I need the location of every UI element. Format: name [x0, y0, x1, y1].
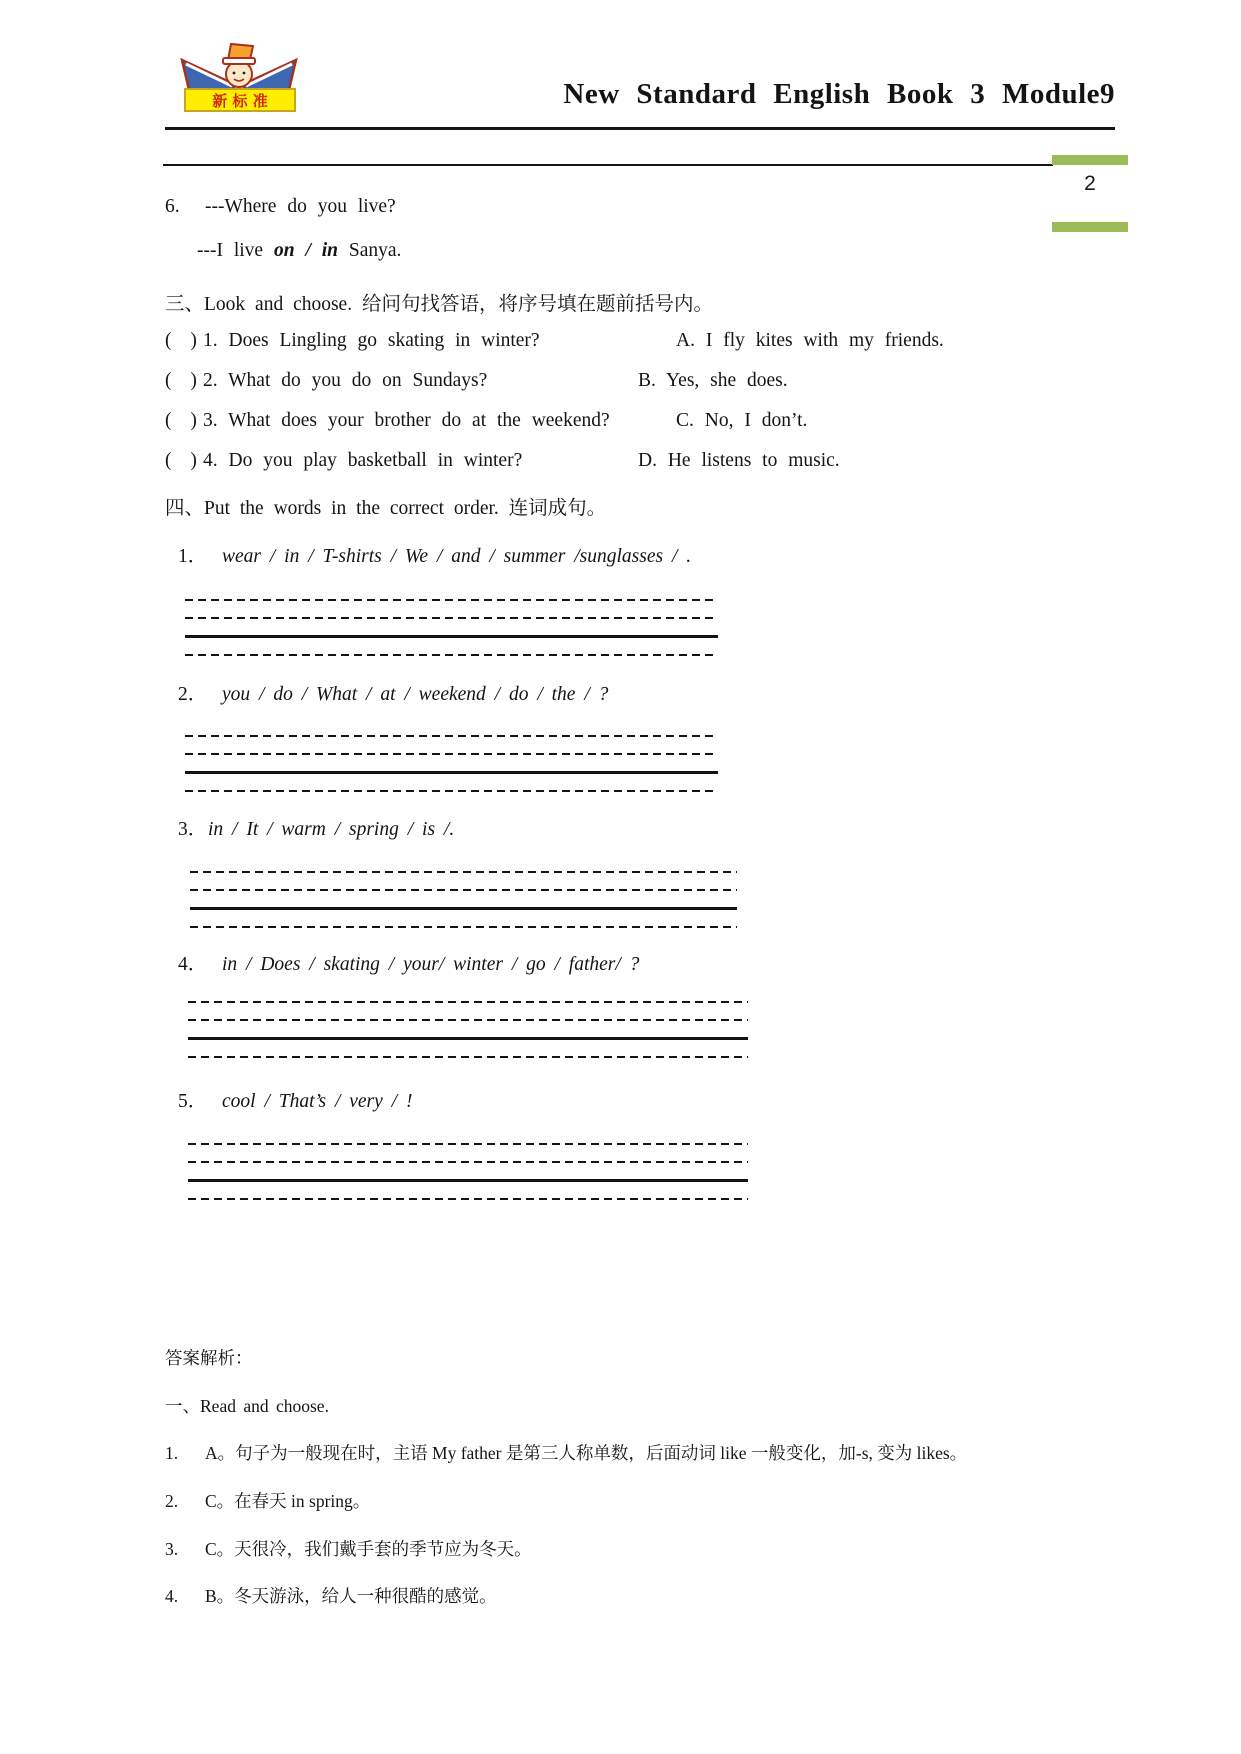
question-6-line1 [165, 196, 1125, 218]
writing-line-solid[interactable] [190, 907, 737, 910]
match-row-3 [165, 410, 1175, 436]
answer-bracket[interactable]: ( ) [165, 330, 201, 351]
section4-heading: 四、Put the words in the correct order. 连词成句。 [165, 498, 607, 519]
order-item-4 [178, 948, 1078, 976]
item-words: in / It / warm / spring / is /. [208, 819, 455, 840]
answer-item-3 [165, 1536, 1165, 1561]
answers-heading: 答案解析： [165, 1348, 253, 1368]
answer-text: B。冬天游泳，给人一种很酷的感觉。 [205, 1586, 497, 1606]
section3-heading: 三、Look and choose. 给问句找答语，将序号填在题前括号内。 [165, 294, 713, 315]
item-number: 2． [178, 684, 208, 705]
answer-number: 4. [165, 1586, 179, 1606]
order-item-2 [178, 678, 1078, 706]
match-question: 4. Do you play basketball in winter? [203, 450, 523, 471]
writing-line[interactable] [188, 1161, 748, 1163]
writing-line[interactable] [185, 617, 718, 619]
answer-bracket[interactable]: ( ) [165, 370, 201, 391]
writing-lines-3[interactable] [190, 871, 737, 928]
title-underline [165, 127, 1115, 130]
item-words: you / do / What / at / weekend / do / the / ? [222, 684, 609, 705]
answer-number: 1. [165, 1443, 179, 1463]
answer-item-1 [165, 1440, 1165, 1465]
answer-text: C。在春天 in spring。 [205, 1491, 371, 1511]
writing-line-solid[interactable] [185, 635, 718, 638]
match-answer: B. Yes, she does. [638, 370, 788, 391]
writing-lines-1[interactable] [185, 599, 718, 656]
match-answer: D. He listens to music. [638, 450, 840, 471]
answer-text: A。句子为一般现在时，主语 My father 是第三人称单数，后面动词 like 一般变化，加-s, 变为 likes。 [205, 1443, 968, 1463]
answer-text: C。天很冷，我们戴手套的季节应为冬天。 [205, 1539, 532, 1559]
writing-line[interactable] [188, 1019, 748, 1021]
writing-lines-5[interactable] [188, 1143, 748, 1200]
answer-suffix: Sanya. [338, 240, 402, 261]
answer-number: 3. [165, 1539, 179, 1559]
answer-bracket[interactable]: ( ) [165, 410, 201, 431]
writing-line[interactable] [190, 926, 737, 928]
answer-item-2 [165, 1488, 1165, 1513]
order-item-5 [178, 1085, 1078, 1113]
item-words: cool / That’s / very / ! [222, 1091, 413, 1112]
match-question: 2. What do you do on Sundays? [203, 370, 488, 391]
writing-line[interactable] [188, 1001, 748, 1003]
item-number: 5． [178, 1091, 208, 1112]
match-row-1 [165, 330, 1175, 356]
item-words: wear / in / T-shirts / We / and / summer /sunglasses / . [222, 546, 692, 567]
item-number: 3． [178, 819, 208, 840]
writing-line[interactable] [190, 889, 737, 891]
writing-lines-2[interactable] [185, 735, 718, 792]
writing-line-solid[interactable] [188, 1037, 748, 1040]
match-question: 1. Does Lingling go skating in winter? [203, 330, 540, 351]
answer-choice: on / in [273, 240, 338, 261]
match-row-4 [165, 450, 1175, 476]
writing-line[interactable] [185, 654, 718, 656]
question-text: ---Where do you live? [205, 196, 396, 217]
writing-line[interactable] [188, 1056, 748, 1058]
order-item-3 [178, 813, 1078, 841]
page-number-bar-top [1052, 155, 1128, 165]
writing-line[interactable] [190, 871, 737, 873]
answer-bracket[interactable]: ( ) [165, 450, 201, 471]
writing-line[interactable] [188, 1198, 748, 1200]
match-answer: C. No, I don’t. [676, 410, 808, 431]
match-answer: A. I fly kites with my friends. [676, 330, 944, 351]
match-question: 3. What does your brother do at the weekend? [203, 410, 610, 431]
page-number-bar-bottom [1052, 222, 1128, 232]
logo-text: 新 标 准 [212, 91, 268, 110]
question-6-line2 [197, 240, 401, 262]
writing-line[interactable] [188, 1143, 748, 1145]
answer-item-4 [165, 1583, 1165, 1608]
item-number: 1． [178, 546, 208, 567]
item-number: 4． [178, 954, 208, 975]
question-number: 6. [165, 196, 180, 217]
page-title: New Standard English Book 3 Module9 [563, 78, 1115, 110]
writing-line-solid[interactable] [188, 1179, 748, 1182]
header-divider-line [163, 164, 1053, 166]
order-item-1 [178, 540, 1078, 568]
writing-line-solid[interactable] [185, 771, 718, 774]
writing-line[interactable] [185, 790, 718, 792]
writing-line[interactable] [185, 753, 718, 755]
answer-prefix: ---I live [197, 240, 274, 261]
answers-section1-heading: 一、Read and choose. [165, 1396, 329, 1416]
item-words: in / Does / skating / your/ winter / go / father/ ? [222, 954, 640, 975]
writing-line[interactable] [185, 735, 718, 737]
writing-line[interactable] [185, 599, 718, 601]
page-number: 2 [1084, 172, 1096, 195]
writing-lines-4[interactable] [188, 1001, 748, 1058]
answer-number: 2. [165, 1491, 179, 1511]
match-row-2 [165, 370, 1175, 396]
